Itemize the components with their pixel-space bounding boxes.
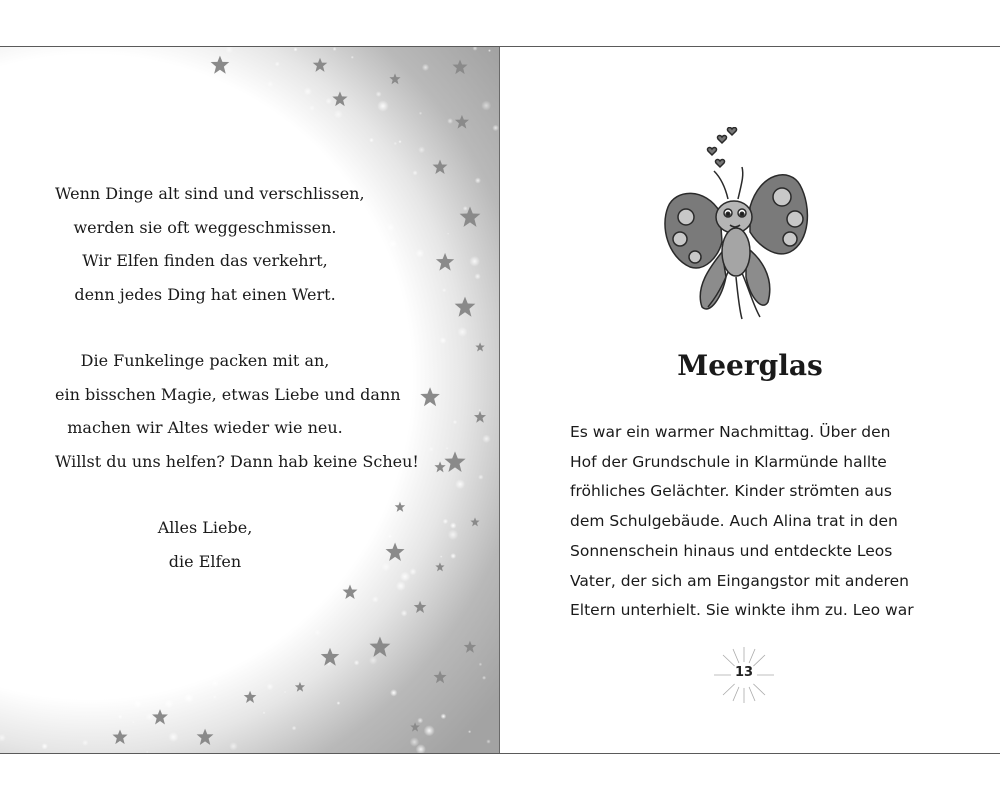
body-line: Es war ein warmer Nachmittag. Über den xyxy=(570,423,891,441)
body-line: Hof der Grundschule in Klarmünde hallte xyxy=(570,452,887,471)
chapter-body-text xyxy=(570,418,930,626)
poem-line: werden sie oft weggeschmissen. xyxy=(73,217,337,237)
book-spread xyxy=(0,46,1000,754)
body-line: Sonnenschein hinaus und entdeckte Leos xyxy=(570,541,893,560)
page-number-badge xyxy=(709,645,779,705)
chapter-title: Meerglas xyxy=(677,349,823,382)
signature-line: die Elfen xyxy=(168,551,242,571)
page-number: 13 xyxy=(734,665,754,680)
poem-stanza-2 xyxy=(55,344,419,478)
poem-line: machen wir Altes wieder wie neu. xyxy=(67,418,343,437)
poem-stanza-1 xyxy=(55,177,365,311)
poem xyxy=(55,177,419,611)
poem-line: denn jedes Ding hat einen Wert. xyxy=(74,284,336,304)
signature-line: Alles Liebe, xyxy=(157,518,253,537)
poem-signature xyxy=(55,511,355,578)
butterfly-icon xyxy=(650,127,830,327)
poem-line: ein bisschen Magie, etwas Liebe und dann xyxy=(55,384,401,404)
body-line: Eltern unterhielt. Sie winkte ihm zu. Leo war xyxy=(570,601,914,620)
poem-line: Wenn Dinge alt sind und verschlissen, xyxy=(55,184,365,203)
poem-line: Wir Elfen finden das verkehrt, xyxy=(82,251,328,270)
body-line: Vater, der sich am Eingangstor mit anderen xyxy=(570,571,909,590)
left-page xyxy=(0,47,500,753)
body-line: fröhliches Gelächter. Kinder strömten aus xyxy=(570,482,892,501)
body-line: dem Schulgebäude. Auch Alina trat in den xyxy=(570,512,898,531)
poem-line: Die Funkelinge packen mit an, xyxy=(80,351,330,370)
right-page xyxy=(500,47,1000,753)
poem-line: Willst du uns helfen? Dann hab keine Scheu! xyxy=(55,451,419,471)
